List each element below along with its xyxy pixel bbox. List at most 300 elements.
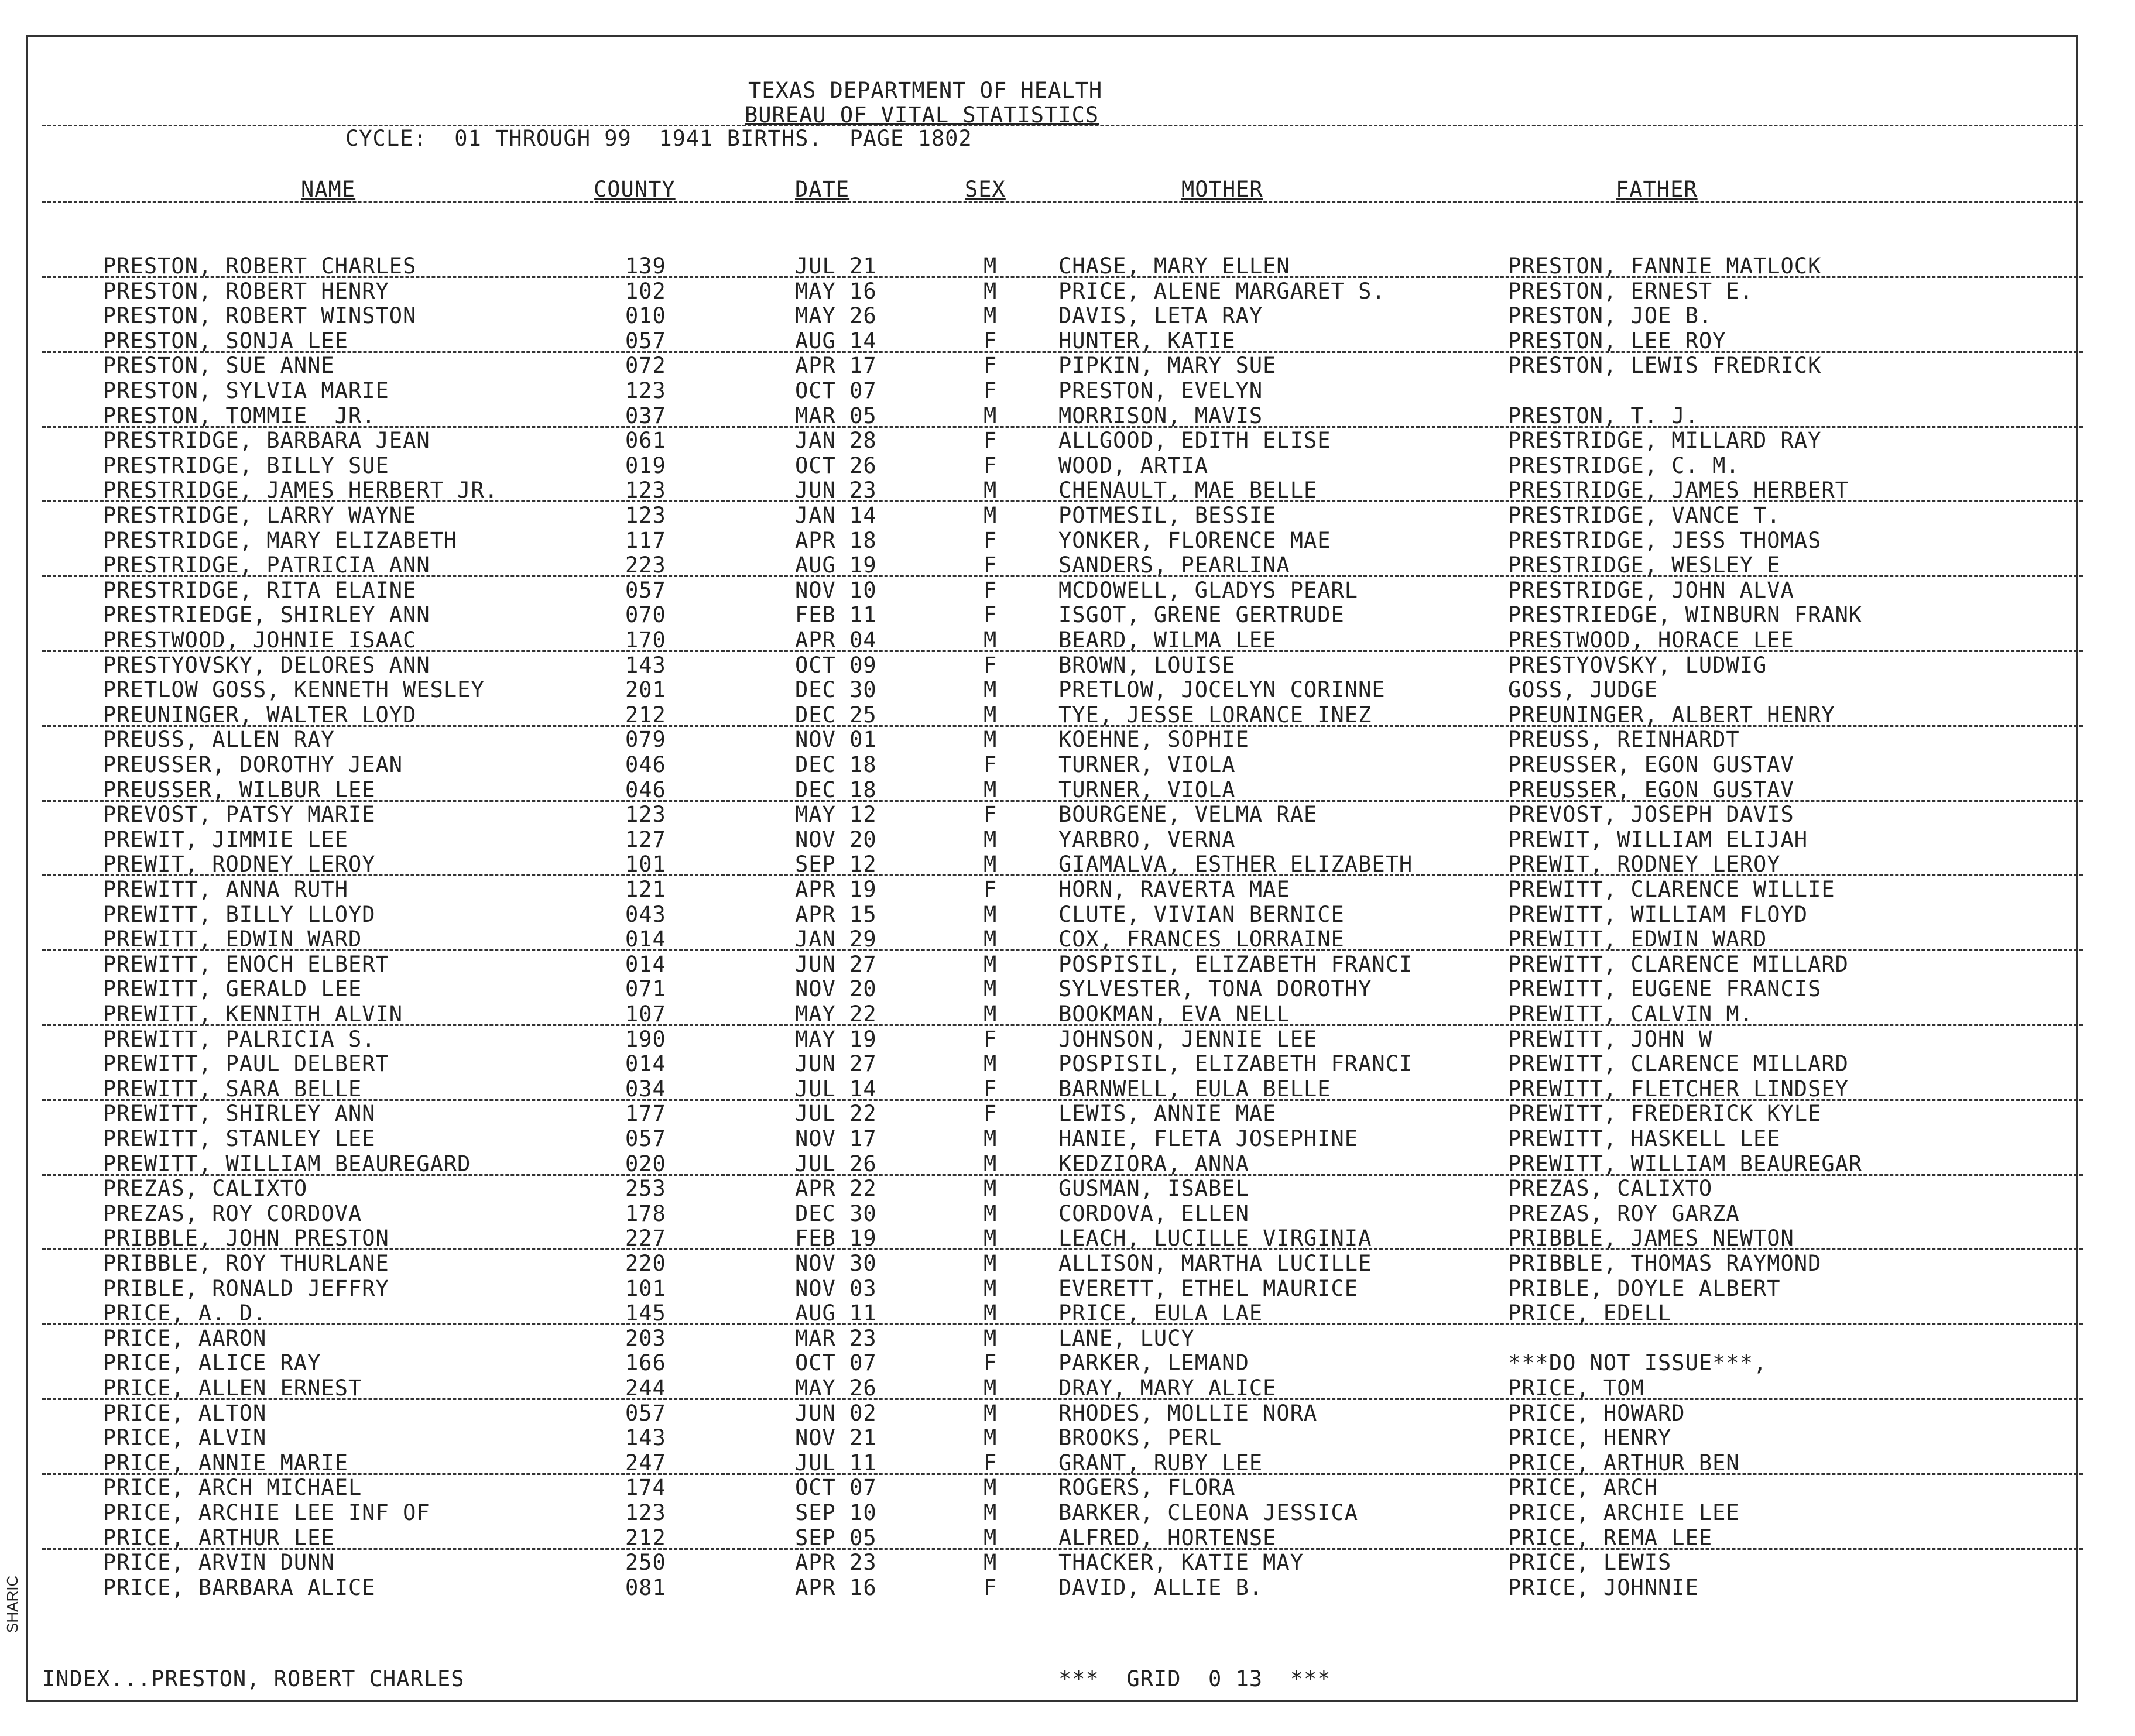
record-mother: HANIE, FLETA JOSEPHINE bbox=[1058, 1126, 1359, 1151]
record-name: PRESTYOVSKY, DELORES ANN bbox=[103, 652, 430, 678]
record-name: PRESTON, ROBERT CHARLES bbox=[103, 253, 417, 279]
record-date: JAN 14 bbox=[795, 503, 877, 528]
record-mother: JOHNSON, JENNIE LEE bbox=[1058, 1026, 1318, 1052]
record-mother: BEARD, WILMA LEE bbox=[1058, 627, 1277, 653]
column-header-county: COUNTY bbox=[594, 177, 676, 202]
record-sex: M bbox=[983, 677, 998, 703]
record-name: PRESTRIDGE, RITA ELAINE bbox=[103, 577, 417, 603]
record-father: PRESTRIEDGE, WINBURN FRANK bbox=[1508, 602, 1863, 628]
record-father: PRICE, ARTHUR BEN bbox=[1508, 1450, 1740, 1476]
record-date: NOV 10 bbox=[795, 577, 877, 603]
record-name: PRESTRIEDGE, SHIRLEY ANN bbox=[103, 602, 430, 628]
record-county: 010 bbox=[625, 303, 666, 329]
record-county: 014 bbox=[625, 927, 666, 952]
record-sex: M bbox=[983, 403, 998, 428]
record-county: 253 bbox=[625, 1176, 666, 1202]
record-county: 101 bbox=[625, 852, 666, 877]
row-group-rule bbox=[42, 1323, 2083, 1325]
record-county: 102 bbox=[625, 278, 666, 304]
record-date: MAY 12 bbox=[795, 802, 877, 828]
record-county: 123 bbox=[625, 378, 666, 403]
record-father: PRESTRIDGE, JOHN ALVA bbox=[1508, 577, 1794, 603]
record-name: PREWITT, SARA BELLE bbox=[103, 1076, 362, 1102]
record-county: 071 bbox=[625, 976, 666, 1002]
record-date: OCT 07 bbox=[795, 378, 877, 403]
record-county: 212 bbox=[625, 702, 666, 728]
record-county: 079 bbox=[625, 727, 666, 753]
record-county: 057 bbox=[625, 1400, 666, 1426]
record-sex: F bbox=[983, 1450, 998, 1476]
record-father: PREWITT, WILLIAM BEAUREGAR bbox=[1508, 1151, 1863, 1176]
record-county: 014 bbox=[625, 951, 666, 977]
record-mother: YONKER, FLORENCE MAE bbox=[1058, 527, 1331, 553]
record-name: PRESTRIDGE, JAMES HERBERT JR. bbox=[103, 478, 499, 503]
record-name: PREWITT, BILLY LLOYD bbox=[103, 901, 376, 927]
record-mother: ROGERS, FLORA bbox=[1058, 1475, 1236, 1501]
column-header-mother: MOTHER bbox=[1181, 177, 1263, 202]
record-father: PREZAS, ROY GARZA bbox=[1508, 1200, 1740, 1226]
record-name: PRICE, ARVIN DUNN bbox=[103, 1550, 335, 1576]
record-sex: M bbox=[983, 1176, 998, 1202]
record-county: 057 bbox=[625, 1126, 666, 1151]
record-sex: M bbox=[983, 1500, 998, 1525]
record-father: ***DO NOT ISSUE***, bbox=[1508, 1350, 1767, 1376]
record-father: PRESTRIDGE, VANCE T. bbox=[1508, 503, 1781, 528]
record-county: 123 bbox=[625, 478, 666, 503]
record-county: 177 bbox=[625, 1101, 666, 1127]
record-father: PREUSS, REINHARDT bbox=[1508, 727, 1740, 753]
row-group-rule bbox=[42, 1174, 2083, 1176]
row-group-rule bbox=[42, 500, 2083, 502]
record-name: PRICE, ARTHUR LEE bbox=[103, 1525, 335, 1550]
record-county: 190 bbox=[625, 1026, 666, 1052]
record-date: DEC 25 bbox=[795, 702, 877, 728]
record-date: JAN 29 bbox=[795, 927, 877, 952]
record-father: PREVOST, JOSEPH DAVIS bbox=[1508, 802, 1794, 828]
record-date: OCT 26 bbox=[795, 452, 877, 478]
record-father: PREUSSER, EGON GUSTAV bbox=[1508, 752, 1794, 777]
record-father: PRICE, HOWARD bbox=[1508, 1400, 1685, 1426]
record-father: PREWITT, EDWIN WARD bbox=[1508, 927, 1767, 952]
record-date: NOV 20 bbox=[795, 976, 877, 1002]
record-name: PRESTON, ROBERT HENRY bbox=[103, 278, 389, 304]
record-mother: CHENAULT, MAE BELLE bbox=[1058, 478, 1318, 503]
record-name: PREWITT, KENNITH ALVIN bbox=[103, 1001, 403, 1027]
record-sex: M bbox=[983, 852, 998, 877]
record-county: 020 bbox=[625, 1151, 666, 1176]
record-date: DEC 30 bbox=[795, 1200, 877, 1226]
record-mother: THACKER, KATIE MAY bbox=[1058, 1550, 1304, 1576]
record-mother: BROOKS, PERL bbox=[1058, 1425, 1222, 1451]
record-county: 034 bbox=[625, 1076, 666, 1102]
record-mother: CLUTE, VIVIAN BERNICE bbox=[1058, 901, 1345, 927]
record-mother: HUNTER, KATIE bbox=[1058, 328, 1236, 354]
record-father: PRICE, LEWIS bbox=[1508, 1550, 1672, 1576]
record-name: PRICE, ARCH MICHAEL bbox=[103, 1475, 362, 1501]
record-county: 250 bbox=[625, 1550, 666, 1576]
record-sex: M bbox=[983, 1251, 998, 1276]
record-name: PRICE, ANNIE MARIE bbox=[103, 1450, 348, 1476]
record-sex: M bbox=[983, 503, 998, 528]
record-date: NOV 21 bbox=[795, 1425, 877, 1451]
record-mother: KEDZIORA, ANNA bbox=[1058, 1151, 1249, 1176]
record-sex: M bbox=[983, 1051, 998, 1077]
record-date: APR 22 bbox=[795, 1176, 877, 1202]
record-date: DEC 18 bbox=[795, 752, 877, 777]
record-father: PRESTON, ERNEST E. bbox=[1508, 278, 1753, 304]
header-bureau: BUREAU OF VITAL STATISTICS bbox=[745, 102, 1099, 128]
record-county: 107 bbox=[625, 1001, 666, 1027]
row-group-rule bbox=[42, 800, 2083, 802]
record-date: DEC 18 bbox=[795, 777, 877, 802]
record-county: 143 bbox=[625, 652, 666, 678]
record-name: PREUSSER, DOROTHY JEAN bbox=[103, 752, 403, 777]
record-father: PRICE, ARCH bbox=[1508, 1475, 1658, 1501]
record-county: 145 bbox=[625, 1301, 666, 1326]
record-date: AUG 19 bbox=[795, 553, 877, 578]
record-county: 061 bbox=[625, 428, 666, 454]
record-county: 127 bbox=[625, 826, 666, 852]
record-mother: LEACH, LUCILLE VIRGINIA bbox=[1058, 1226, 1372, 1251]
record-sex: M bbox=[983, 1001, 998, 1027]
record-name: PRESTON, TOMMIE JR. bbox=[103, 403, 376, 428]
record-county: 139 bbox=[625, 253, 666, 279]
record-father: PREUNINGER, ALBERT HENRY bbox=[1508, 702, 1835, 728]
record-mother: GIAMALVA, ESTHER ELIZABETH bbox=[1058, 852, 1413, 877]
record-sex: M bbox=[983, 927, 998, 952]
record-date: OCT 09 bbox=[795, 652, 877, 678]
record-mother: ALLISON, MARTHA LUCILLE bbox=[1058, 1251, 1372, 1276]
record-county: 143 bbox=[625, 1425, 666, 1451]
record-father: PRESTON, FANNIE MATLOCK bbox=[1508, 253, 1822, 279]
record-father: PRESTON, T. J. bbox=[1508, 403, 1699, 428]
record-mother: ISGOT, GRENE GERTRUDE bbox=[1058, 602, 1345, 628]
record-sex: F bbox=[983, 577, 998, 603]
record-name: PRESTON, SYLVIA MARIE bbox=[103, 378, 389, 403]
record-date: JAN 28 bbox=[795, 428, 877, 454]
record-name: PREWITT, GERALD LEE bbox=[103, 976, 362, 1002]
record-father: PREWITT, WILLIAM FLOYD bbox=[1508, 901, 1808, 927]
record-name: PRESTRIDGE, BILLY SUE bbox=[103, 452, 389, 478]
record-father: PREWITT, EUGENE FRANCIS bbox=[1508, 976, 1822, 1002]
record-sex: F bbox=[983, 752, 998, 777]
record-sex: F bbox=[983, 328, 998, 354]
record-name: PRESTON, SONJA LEE bbox=[103, 328, 348, 354]
record-sex: F bbox=[983, 553, 998, 578]
record-father: PRESTON, LEE ROY bbox=[1508, 328, 1726, 354]
record-name: PRIBBLE, JOHN PRESTON bbox=[103, 1226, 389, 1251]
record-name: PREWIT, JIMMIE LEE bbox=[103, 826, 348, 852]
column-header-name: NAME bbox=[301, 177, 356, 202]
record-mother: CHASE, MARY ELLEN bbox=[1058, 253, 1290, 279]
record-mother: PRICE, EULA LAE bbox=[1058, 1301, 1263, 1326]
record-mother: BOOKMAN, EVA NELL bbox=[1058, 1001, 1290, 1027]
record-date: JUL 22 bbox=[795, 1101, 877, 1127]
record-county: 170 bbox=[625, 627, 666, 653]
record-mother: MORRISON, MAVIS bbox=[1058, 403, 1263, 428]
record-date: APR 04 bbox=[795, 627, 877, 653]
record-county: 212 bbox=[625, 1525, 666, 1550]
record-mother: DAVID, ALLIE B. bbox=[1058, 1574, 1263, 1600]
record-father: PRESTRIDGE, MILLARD RAY bbox=[1508, 428, 1822, 454]
record-date: APR 16 bbox=[795, 1574, 877, 1600]
record-father: PREWITT, JOHN W bbox=[1508, 1026, 1713, 1052]
record-county: 057 bbox=[625, 577, 666, 603]
record-father: PRESTWOOD, HORACE LEE bbox=[1508, 627, 1794, 653]
row-group-rule bbox=[42, 725, 2083, 727]
record-sex: M bbox=[983, 1325, 998, 1351]
record-father: PRIBLE, DOYLE ALBERT bbox=[1508, 1275, 1781, 1301]
record-sex: F bbox=[983, 1026, 998, 1052]
record-county: 123 bbox=[625, 802, 666, 828]
record-date: APR 18 bbox=[795, 527, 877, 553]
record-sex: M bbox=[983, 951, 998, 977]
record-county: 046 bbox=[625, 752, 666, 777]
record-sex: F bbox=[983, 802, 998, 828]
record-date: NOV 30 bbox=[795, 1251, 877, 1276]
record-county: 223 bbox=[625, 553, 666, 578]
record-sex: M bbox=[983, 901, 998, 927]
record-date: SEP 10 bbox=[795, 1500, 877, 1525]
record-father: PRESTRIDGE, WESLEY E bbox=[1508, 553, 1781, 578]
record-mother: LANE, LUCY bbox=[1058, 1325, 1195, 1351]
record-sex: F bbox=[983, 877, 998, 902]
record-father: PRICE, EDELL bbox=[1508, 1301, 1672, 1326]
record-mother: BROWN, LOUISE bbox=[1058, 652, 1236, 678]
record-county: 244 bbox=[625, 1375, 666, 1401]
record-name: PREWITT, PAUL DELBERT bbox=[103, 1051, 389, 1077]
record-date: FEB 11 bbox=[795, 602, 877, 628]
record-name: PRICE, BARBARA ALICE bbox=[103, 1574, 376, 1600]
record-name: PRICE, AARON bbox=[103, 1325, 267, 1351]
record-date: JUN 02 bbox=[795, 1400, 877, 1426]
record-mother: DRAY, MARY ALICE bbox=[1058, 1375, 1277, 1401]
record-county: 081 bbox=[625, 1574, 666, 1600]
record-name: PREWITT, EDWIN WARD bbox=[103, 927, 362, 952]
record-mother: CORDOVA, ELLEN bbox=[1058, 1200, 1249, 1226]
record-father: PRESTRIDGE, JESS THOMAS bbox=[1508, 527, 1822, 553]
record-date: APR 23 bbox=[795, 1550, 877, 1576]
record-county: 121 bbox=[625, 877, 666, 902]
record-county: 247 bbox=[625, 1450, 666, 1476]
record-county: 227 bbox=[625, 1226, 666, 1251]
record-sex: F bbox=[983, 1574, 998, 1600]
record-name: PREUNINGER, WALTER LOYD bbox=[103, 702, 417, 728]
record-name: PRIBBLE, ROY THURLANE bbox=[103, 1251, 389, 1276]
record-father: PRICE, REMA LEE bbox=[1508, 1525, 1713, 1550]
record-sex: F bbox=[983, 527, 998, 553]
record-name: PRESTRIDGE, PATRICIA ANN bbox=[103, 553, 430, 578]
record-sex: M bbox=[983, 1525, 998, 1550]
record-date: JUN 23 bbox=[795, 478, 877, 503]
record-name: PREWITT, PALRICIA S. bbox=[103, 1026, 376, 1052]
record-date: NOV 01 bbox=[795, 727, 877, 753]
record-father: PRICE, ARCHIE LEE bbox=[1508, 1500, 1740, 1525]
record-name: PRESTWOOD, JOHNIE ISAAC bbox=[103, 627, 417, 653]
record-sex: F bbox=[983, 652, 998, 678]
record-date: SEP 12 bbox=[795, 852, 877, 877]
record-mother: ALLGOOD, EDITH ELISE bbox=[1058, 428, 1331, 454]
record-date: MAY 19 bbox=[795, 1026, 877, 1052]
side-label: SHARIC bbox=[4, 1575, 21, 1633]
record-mother: EVERETT, ETHEL MAURICE bbox=[1058, 1275, 1359, 1301]
record-county: 072 bbox=[625, 353, 666, 379]
record-sex: M bbox=[983, 1301, 998, 1326]
row-group-rule bbox=[42, 351, 2083, 353]
record-date: FEB 19 bbox=[795, 1226, 877, 1251]
record-name: PRESTRIDGE, BARBARA JEAN bbox=[103, 428, 430, 454]
record-father: PREWITT, FLETCHER LINDSEY bbox=[1508, 1076, 1849, 1102]
record-date: AUG 14 bbox=[795, 328, 877, 354]
record-name: PRIBLE, RONALD JEFFRY bbox=[103, 1275, 389, 1301]
record-mother: ALFRED, HORTENSE bbox=[1058, 1525, 1277, 1550]
record-date: MAY 22 bbox=[795, 1001, 877, 1027]
record-sex: M bbox=[983, 253, 998, 279]
record-mother: SANDERS, PEARLINA bbox=[1058, 553, 1290, 578]
record-county: 201 bbox=[625, 677, 666, 703]
record-mother: POSPISIL, ELIZABETH FRANCI bbox=[1058, 951, 1413, 977]
record-date: NOV 17 bbox=[795, 1126, 877, 1151]
record-father: PREWITT, CALVIN M. bbox=[1508, 1001, 1753, 1027]
column-header-date: DATE bbox=[795, 177, 850, 202]
record-date: APR 19 bbox=[795, 877, 877, 902]
record-county: 220 bbox=[625, 1251, 666, 1276]
record-county: 178 bbox=[625, 1200, 666, 1226]
record-sex: M bbox=[983, 1275, 998, 1301]
record-father: PRESTON, JOE B. bbox=[1508, 303, 1713, 329]
record-name: PRICE, ALVIN bbox=[103, 1425, 267, 1451]
record-date: JUL 26 bbox=[795, 1151, 877, 1176]
record-date: NOV 03 bbox=[795, 1275, 877, 1301]
record-father: PRIBBLE, THOMAS RAYMOND bbox=[1508, 1251, 1822, 1276]
record-sex: F bbox=[983, 428, 998, 454]
header-cycle: CYCLE: 01 THROUGH 99 1941 BIRTHS. PAGE 1802 bbox=[345, 126, 972, 151]
record-county: 174 bbox=[625, 1475, 666, 1501]
row-group-rule bbox=[42, 1398, 2083, 1400]
record-date: JUN 27 bbox=[795, 1051, 877, 1077]
record-mother: LEWIS, ANNIE MAE bbox=[1058, 1101, 1277, 1127]
record-name: PREUSS, ALLEN RAY bbox=[103, 727, 335, 753]
record-county: 101 bbox=[625, 1275, 666, 1301]
row-group-rule bbox=[42, 1024, 2083, 1026]
record-name: PREWITT, STANLEY LEE bbox=[103, 1126, 376, 1151]
record-mother: RHODES, MOLLIE NORA bbox=[1058, 1400, 1318, 1426]
record-date: OCT 07 bbox=[795, 1475, 877, 1501]
record-father: PRESTYOVSKY, LUDWIG bbox=[1508, 652, 1767, 678]
record-father: PREWITT, FREDERICK KYLE bbox=[1508, 1101, 1822, 1127]
record-county: 037 bbox=[625, 403, 666, 428]
record-father: PRICE, JOHNNIE bbox=[1508, 1574, 1699, 1600]
record-mother: BARKER, CLEONA JESSICA bbox=[1058, 1500, 1359, 1525]
column-header-sex: SEX bbox=[965, 177, 1006, 202]
record-name: PRICE, ALTON bbox=[103, 1400, 267, 1426]
record-sex: M bbox=[983, 627, 998, 653]
record-father: PREZAS, CALIXTO bbox=[1508, 1176, 1713, 1202]
record-sex: M bbox=[983, 278, 998, 304]
record-father: PREWITT, CLARENCE MILLARD bbox=[1508, 1051, 1849, 1077]
record-county: 203 bbox=[625, 1325, 666, 1351]
record-sex: F bbox=[983, 602, 998, 628]
record-county: 014 bbox=[625, 1051, 666, 1077]
record-mother: KOEHNE, SOPHIE bbox=[1058, 727, 1249, 753]
record-county: 166 bbox=[625, 1350, 666, 1376]
record-sex: M bbox=[983, 303, 998, 329]
record-father: PREWITT, CLARENCE WILLIE bbox=[1508, 877, 1835, 902]
row-group-rule bbox=[42, 426, 2083, 428]
record-date: NOV 20 bbox=[795, 826, 877, 852]
record-sex: M bbox=[983, 777, 998, 802]
row-group-rule bbox=[42, 276, 2083, 278]
record-sex: M bbox=[983, 727, 998, 753]
record-date: APR 17 bbox=[795, 353, 877, 379]
record-name: PREWIT, RODNEY LEROY bbox=[103, 852, 376, 877]
record-sex: M bbox=[983, 1425, 998, 1451]
record-name: PRETLOW GOSS, KENNETH WESLEY bbox=[103, 677, 485, 703]
record-mother: PRESTON, EVELYN bbox=[1058, 378, 1263, 403]
record-mother: PRETLOW, JOCELYN CORINNE bbox=[1058, 677, 1386, 703]
record-mother: COX, FRANCES LORRAINE bbox=[1058, 927, 1345, 952]
record-date: MAY 26 bbox=[795, 303, 877, 329]
record-county: 123 bbox=[625, 1500, 666, 1525]
record-mother: POSPISIL, ELIZABETH FRANCI bbox=[1058, 1051, 1413, 1077]
record-date: MAY 16 bbox=[795, 278, 877, 304]
row-group-rule bbox=[42, 1473, 2083, 1475]
record-mother: TYE, JESSE LORANCE INEZ bbox=[1058, 702, 1372, 728]
column-header-father: FATHER bbox=[1616, 177, 1698, 202]
record-name: PREWITT, WILLIAM BEAUREGARD bbox=[103, 1151, 471, 1176]
record-father: PRESTRIDGE, C. M. bbox=[1508, 452, 1740, 478]
record-date: MAY 26 bbox=[795, 1375, 877, 1401]
record-county: 123 bbox=[625, 503, 666, 528]
record-date: JUL 14 bbox=[795, 1076, 877, 1102]
record-date: SEP 05 bbox=[795, 1525, 877, 1550]
record-name: PRESTON, SUE ANNE bbox=[103, 353, 335, 379]
record-mother: TURNER, VIOLA bbox=[1058, 777, 1236, 802]
record-mother: SYLVESTER, TONA DOROTHY bbox=[1058, 976, 1372, 1002]
record-mother: PIPKIN, MARY SUE bbox=[1058, 353, 1277, 379]
column-header-rule bbox=[42, 201, 2083, 203]
record-mother: PARKER, LEMAND bbox=[1058, 1350, 1249, 1376]
record-name: PREWITT, ANNA RUTH bbox=[103, 877, 348, 902]
record-father: PRESTON, LEWIS FREDRICK bbox=[1508, 353, 1822, 379]
record-father: PRICE, TOM bbox=[1508, 1375, 1644, 1401]
record-county: 117 bbox=[625, 527, 666, 553]
row-group-rule bbox=[42, 650, 2083, 652]
record-name: PREZAS, ROY CORDOVA bbox=[103, 1200, 362, 1226]
record-sex: F bbox=[983, 353, 998, 379]
record-sex: M bbox=[983, 1226, 998, 1251]
record-mother: YARBRO, VERNA bbox=[1058, 826, 1236, 852]
footer-index: INDEX...PRESTON, ROBERT CHARLES bbox=[42, 1666, 465, 1692]
record-sex: F bbox=[983, 1076, 998, 1102]
header-department: TEXAS DEPARTMENT OF HEALTH bbox=[748, 78, 1103, 103]
record-sex: M bbox=[983, 1200, 998, 1226]
record-name: PREWITT, SHIRLEY ANN bbox=[103, 1101, 376, 1127]
record-sex: M bbox=[983, 478, 998, 503]
record-mother: TURNER, VIOLA bbox=[1058, 752, 1236, 777]
record-sex: F bbox=[983, 452, 998, 478]
record-mother: DAVIS, LETA RAY bbox=[1058, 303, 1263, 329]
record-mother: BARNWELL, EULA BELLE bbox=[1058, 1076, 1331, 1102]
record-date: JUL 11 bbox=[795, 1450, 877, 1476]
footer-grid: *** GRID 0 13 *** bbox=[1058, 1666, 1331, 1692]
record-mother: POTMESIL, BESSIE bbox=[1058, 503, 1277, 528]
record-name: PRICE, ALICE RAY bbox=[103, 1350, 321, 1376]
record-date: DEC 30 bbox=[795, 677, 877, 703]
record-father: PREWIT, WILLIAM ELIJAH bbox=[1508, 826, 1808, 852]
record-name: PRESTON, ROBERT WINSTON bbox=[103, 303, 417, 329]
record-father: PRIBBLE, JAMES NEWTON bbox=[1508, 1226, 1794, 1251]
